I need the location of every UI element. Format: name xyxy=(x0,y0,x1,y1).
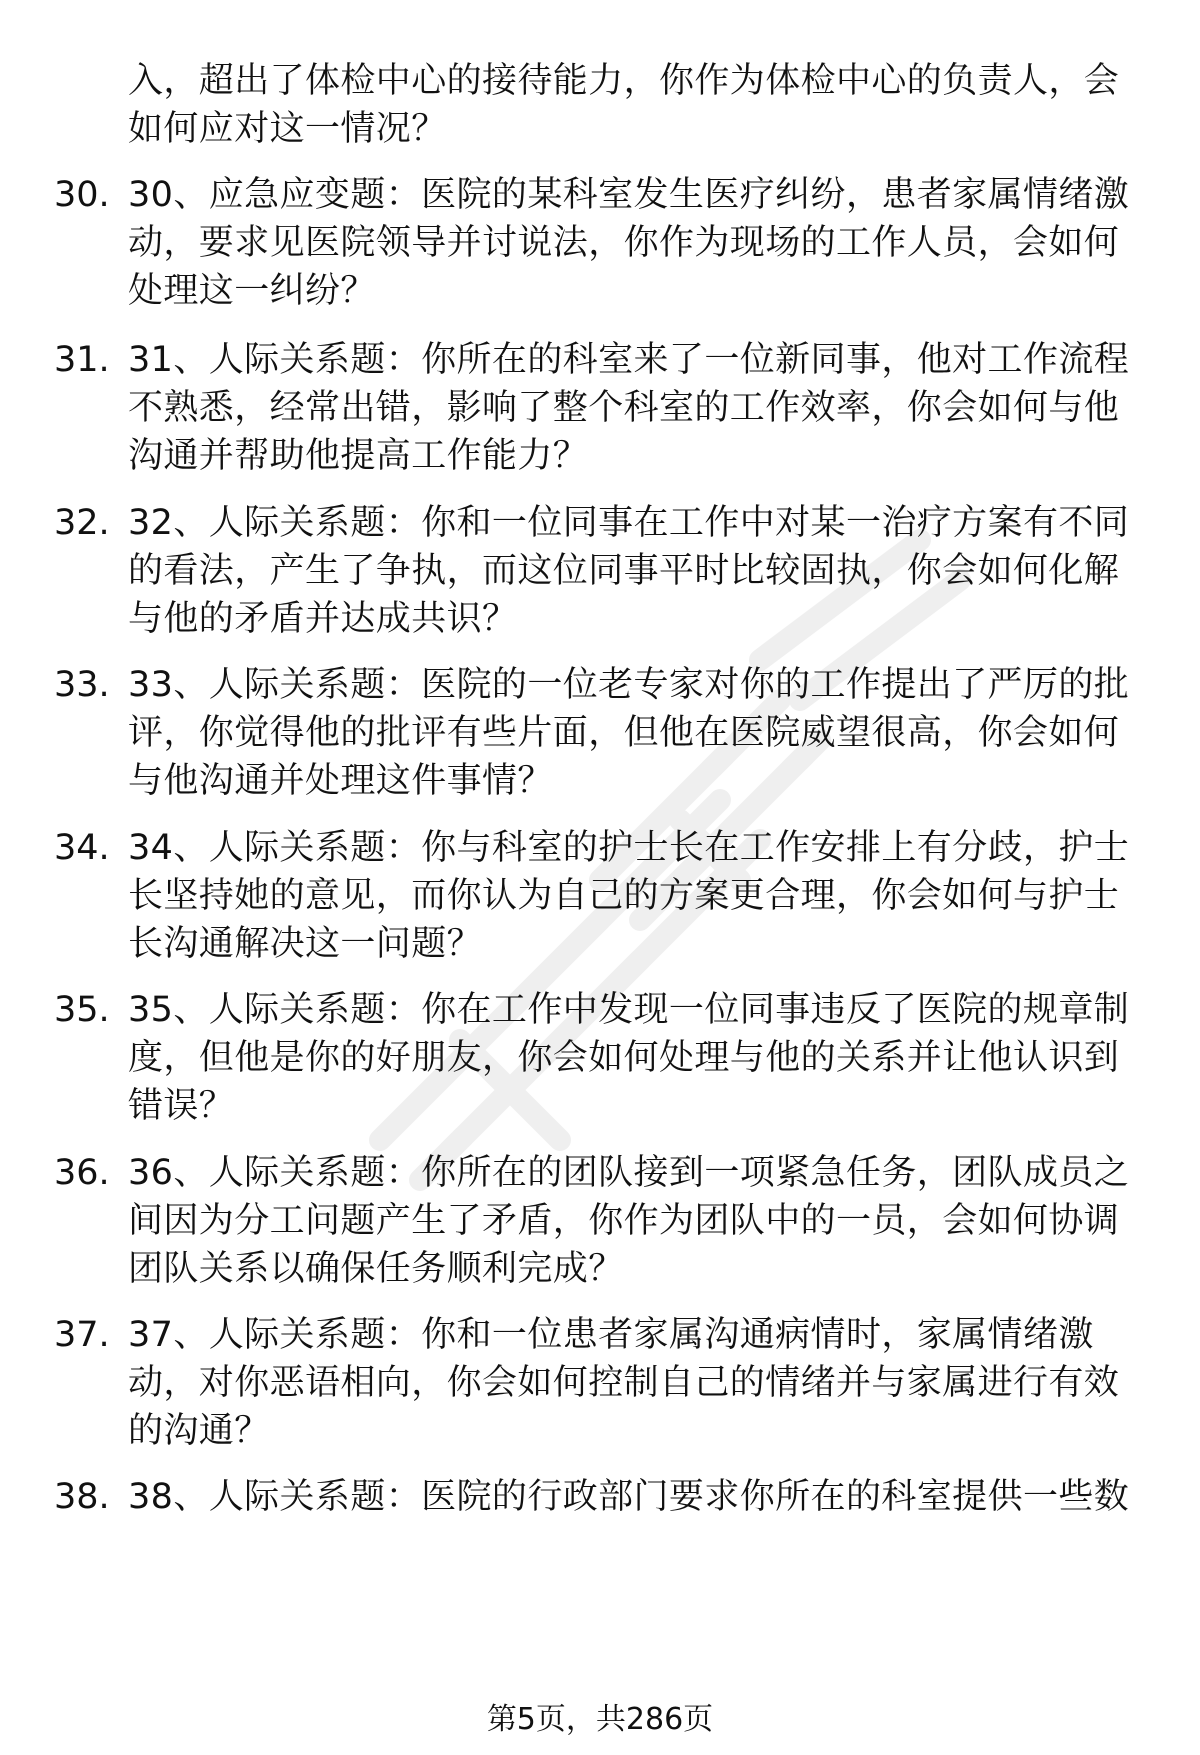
question-line: 不熟悉，经常出错，影响了整个科室的工作效率，你会如何与他 xyxy=(128,388,1120,428)
question-line: 错误？ xyxy=(128,1086,235,1126)
question-number: 35. xyxy=(54,990,110,1030)
question-number: 36. xyxy=(54,1153,110,1193)
question-line: 间因为分工问题产生了矛盾，你作为团队中的一员，会如何协调 xyxy=(128,1201,1120,1241)
question-number: 33. xyxy=(54,665,110,705)
question-line: 37、人际关系题：你和一位患者家属沟通病情时，家属情绪激 xyxy=(128,1315,1094,1355)
question-line: 与他沟通并处理这件事情？ xyxy=(128,761,553,801)
question-number: 38. xyxy=(54,1477,110,1517)
question-line: 的沟通？ xyxy=(128,1411,270,1451)
question-number: 37. xyxy=(54,1315,110,1355)
question-line: 动，对你恶语相向，你会如何控制自己的情绪并与家属进行有效 xyxy=(128,1363,1120,1403)
question-line: 32、人际关系题：你和一位同事在工作中对某一治疗方案有不同 xyxy=(128,503,1130,543)
continued-line-1: 入，超出了体检中心的接待能力，你作为体检中心的负责人，会 xyxy=(128,61,1120,101)
question-number: 31. xyxy=(54,340,110,380)
question-line: 沟通并帮助他提高工作能力？ xyxy=(128,436,589,476)
question-line: 处理这一纠纷？ xyxy=(128,271,376,311)
question-line: 长坚持她的意见，而你认为自己的方案更合理，你会如何与护士 xyxy=(128,876,1120,916)
question-number: 32. xyxy=(54,503,110,543)
page-number-footer: 第5页，共286页 xyxy=(486,1702,714,1737)
question-line: 30、应急应变题：医院的某科室发生医疗纠纷，患者家属情绪激 xyxy=(128,175,1130,215)
question-line: 34、人际关系题：你与科室的护士长在工作安排上有分歧，护士 xyxy=(128,828,1130,868)
question-line: 团队关系以确保任务顺利完成？ xyxy=(128,1249,624,1289)
question-line: 与他的矛盾并达成共识？ xyxy=(128,599,518,639)
continued-line-2: 如何应对这一情况？ xyxy=(128,109,447,149)
question-line: 33、人际关系题：医院的一位老专家对你的工作提出了严厉的批 xyxy=(128,665,1130,705)
question-line: 评，你觉得他的批评有些片面，但他在医院威望很高，你会如何 xyxy=(128,713,1120,753)
question-line: 度，但他是你的好朋友，你会如何处理与他的关系并让他认识到 xyxy=(128,1038,1120,1078)
question-number: 34. xyxy=(54,828,110,868)
question-line: 31、人际关系题：你所在的科室来了一位新同事，他对工作流程 xyxy=(128,340,1130,380)
question-line: 长沟通解决这一问题？ xyxy=(128,924,483,964)
question-line: 36、人际关系题：你所在的团队接到一项紧急任务，团队成员之 xyxy=(128,1153,1130,1193)
question-number: 30. xyxy=(54,175,110,215)
question-line: 动，要求见医院领导并讨说法，你作为现场的工作人员，会如何 xyxy=(128,223,1120,263)
question-line: 35、人际关系题：你在工作中发现一位同事违反了医院的规章制 xyxy=(128,990,1130,1030)
question-line: 的看法，产生了争执，而这位同事平时比较固执，你会如何化解 xyxy=(128,551,1120,591)
question-line: 38、人际关系题：医院的行政部门要求你所在的科室提供一些数 xyxy=(128,1477,1130,1517)
